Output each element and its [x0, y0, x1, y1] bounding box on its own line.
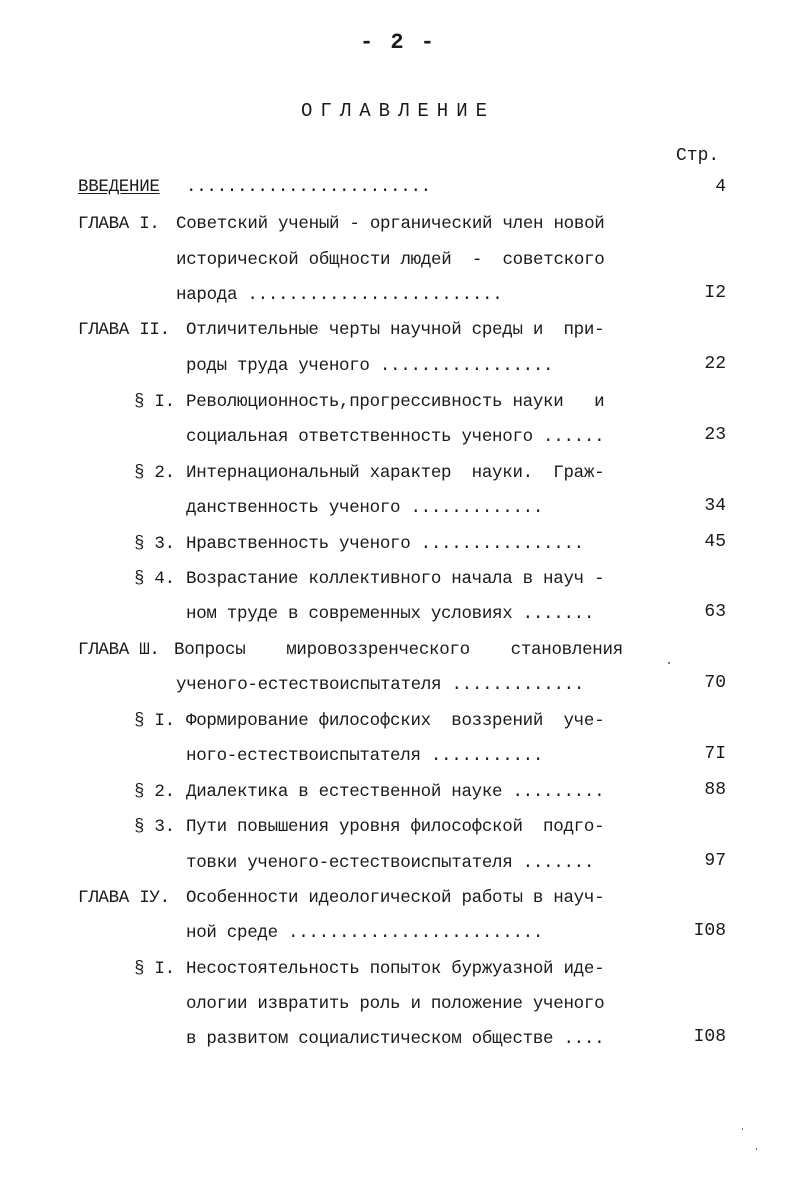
toc-page-number: I08 [693, 921, 726, 941]
toc-text-line: ного-естествоиспытателя ........... [186, 746, 544, 766]
toc-text-line: социальная ответственность ученого ...... [186, 427, 605, 447]
toc-label: § I. [134, 711, 175, 731]
toc-text-line: ной среде ......................... [186, 923, 544, 943]
toc-text-line: Диалектика в естественной науке ......... [186, 782, 605, 802]
toc-label: § 3. [134, 817, 175, 837]
toc-label: ГЛАВА II. [78, 320, 170, 340]
toc-page-number: 97 [704, 851, 726, 871]
toc-text-line: в развитом социалистическом обществе .... [186, 1029, 605, 1049]
toc-text-line: роды труда ученого ................. [186, 356, 554, 376]
toc-text-line: Возрастание коллективного начала в науч - [186, 569, 605, 589]
toc-text-line: исторической общности людей - советского [176, 250, 605, 270]
toc-page-number: 70 [704, 673, 726, 693]
toc-text-line: Нравственность ученого ................ [186, 534, 584, 554]
toc-text-line: Интернациональный характер науки. Граж- [186, 463, 605, 483]
document-title: ОГЛАВЛЕНИЕ [300, 100, 496, 122]
scan-speck [668, 662, 670, 664]
toc-text-line: Формирование философских воззрений уче- [186, 711, 605, 731]
toc-text-line: Советский ученый - органический член новой [176, 214, 605, 234]
toc-text-line: ученого-естествоиспытателя ............. [176, 675, 585, 695]
toc-text-line: ологии извратить роль и положение ученого [186, 994, 605, 1014]
toc-label: § 2. [134, 782, 175, 802]
toc-text-line: товки ученого-естествоиспытателя ....... [186, 853, 595, 873]
toc-text-line: Революционность,прогрессивность науки и [186, 392, 605, 412]
toc-page-number: 34 [704, 496, 726, 516]
toc-label: ВВЕДЕНИЕ [78, 177, 160, 197]
toc-text-line: Отличительные черты научной среды и при- [186, 320, 605, 340]
toc-text-line: ном труде в современных условиях ....... [186, 604, 595, 624]
toc-text-line: народа ......................... [176, 285, 503, 305]
toc-label: § I. [134, 959, 175, 979]
toc-label: ГЛАВА I. [78, 214, 160, 234]
toc-page-number: 63 [704, 602, 726, 622]
toc-text-line: Особенности идеологической работы в науч- [186, 888, 605, 908]
toc-text-line: Несостоятельность попыток буржуазной иде- [186, 959, 605, 979]
toc-label: § I. [134, 392, 175, 412]
scan-speck [742, 1128, 743, 1130]
toc-page-number: I2 [704, 283, 726, 303]
toc-text-line: Вопросы мировоззренческого становления [174, 640, 623, 660]
toc-label: ГЛАВА Ш. [78, 640, 160, 660]
pages-column-header: Стр. [676, 146, 720, 166]
toc-page-number: I08 [693, 1027, 726, 1047]
toc-label: § 2. [134, 463, 175, 483]
toc-text-line: данственность ученого ............. [186, 498, 544, 518]
toc-page-number: 4 [715, 177, 726, 197]
toc-page-number: 22 [704, 354, 726, 374]
toc-label: § 3. [134, 534, 175, 554]
toc-label: § 4. [134, 569, 175, 589]
toc-page-number: 23 [704, 425, 726, 445]
toc-text-line: Пути повышения уровня философской подго- [186, 817, 605, 837]
scan-speck [756, 1148, 757, 1150]
toc-page-number: 7I [704, 744, 726, 764]
toc-page-number: 88 [704, 780, 726, 800]
toc-page-number: 45 [704, 532, 726, 552]
page-number: - 2 - [359, 30, 436, 55]
dot-leader: ........................ [186, 177, 431, 197]
toc-label: ГЛАВА IУ. [78, 888, 170, 908]
